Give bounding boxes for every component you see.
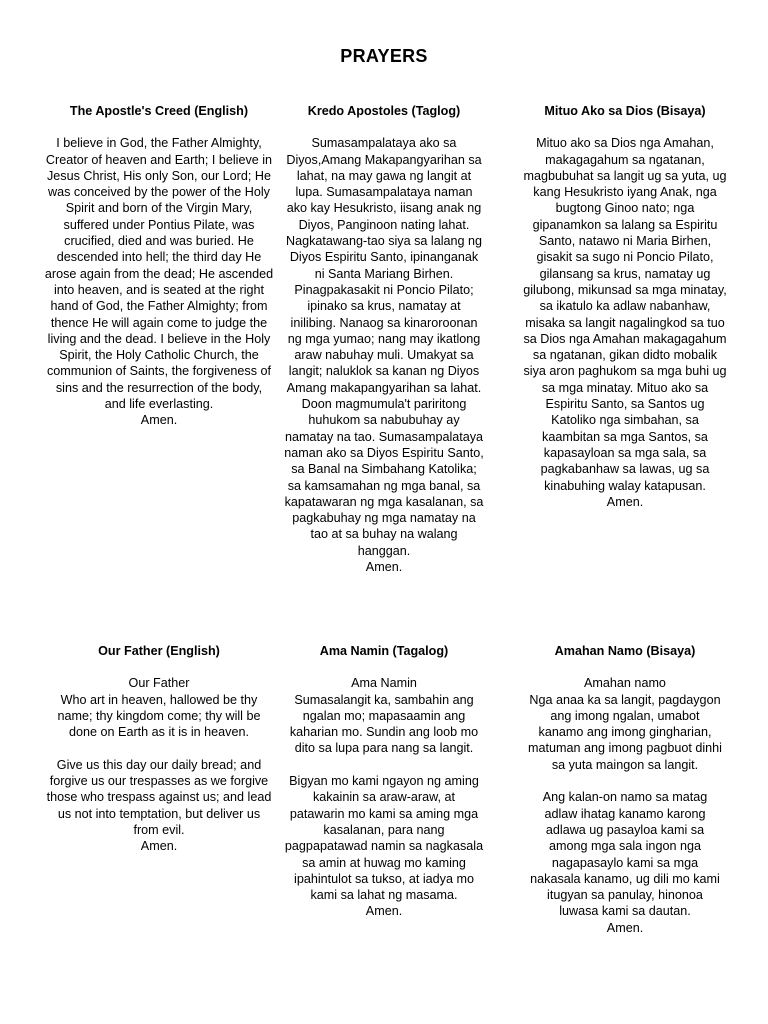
prayer-text bbox=[44, 135, 274, 428]
prayer-paragraph: Mituo ako sa Dios nga Amahan, makagagahum sa ngatanan, magbubuhat sa langit ug sa yuta, ug kang Hesukristo iyang Anak, nga bugtong Ginoo nato; nga gipanamkon sa lalang sa Espiritu Santo, natawo ni Maria Birhen, gisakit sa sugo ni Poncio Pilato, gilansang sa krus, namatay ug gilubong, mikunsad sa mga minatay, sa ikatulo ka adlaw nabanhaw, misaka sa langit nagalingkod sa tuo sa Dios nga Amahan makagagahum sa ngatanan, gikan didto mobalik siya aron paghukom sa mga buhi ug sa mga minatay. Mituo ako sa Espiritu Santo, sa Santos ug Katoliko nga simbahan, sa kaambitan sa mga Santos, sa kapasayloan sa mga sala, sa pagkabanhaw sa lawas, ug sa kinabuhing walay katapusan. bbox=[523, 136, 727, 493]
prayer-text bbox=[527, 675, 723, 936]
our-father-english-section bbox=[44, 643, 274, 855]
prayer-paragraph: Nga anaa ka sa langit, pagdaygon ang imong ngalan, umabot kanamo ang imong gingharian, matuman ang imong pagbuot dinhi sa yuta maingon sa langit. bbox=[528, 692, 722, 772]
prayer-line: Ama Namin bbox=[351, 676, 417, 691]
prayer-text bbox=[44, 675, 274, 854]
amen-line: Amen. bbox=[606, 920, 644, 935]
amen-line: Amen. bbox=[365, 560, 403, 575]
prayer-paragraph: Give us this day our daily bread; and forgive us our trespasses as we forgive those who trespass against us; and lead us not into temptation, but deliver us from evil. bbox=[46, 757, 272, 837]
prayer-line: Amahan namo bbox=[584, 676, 666, 691]
ama-namin-tagalog-section bbox=[284, 643, 484, 920]
prayer-paragraph: Sumasalangit ka, sambahin ang ngalan mo; mapasaamin ang kaharian mo. Sundin ang loob mo dito sa lupa para nang sa langit. bbox=[289, 692, 479, 756]
prayer-paragraph: Who art in heaven, hallowed be thy name; thy kingdom come; thy will be done on Earth as it is in heaven. bbox=[57, 692, 261, 740]
prayer-text bbox=[284, 675, 484, 919]
section-heading: The Apostle's Creed (English) bbox=[69, 104, 249, 118]
section-heading: Amahan Namo (Bisaya) bbox=[554, 644, 696, 658]
amen-line: Amen. bbox=[606, 494, 644, 509]
prayer-paragraph: Bigyan mo kami ngayon ng aming kakainin sa araw-araw, at patawarin mo kami sa aming mga kasalanan, para nang pagpapatawad namin sa nagkasala sa amin at huwag mo kaming ipahintulot sa tukso, at iadya mo kami sa lahat ng masama. bbox=[284, 774, 484, 903]
creed-tagalog-section bbox=[284, 103, 484, 575]
section-heading: Our Father (English) bbox=[98, 644, 220, 658]
amen-line: Amen. bbox=[140, 413, 178, 428]
prayer-text bbox=[522, 135, 728, 510]
prayer-paragraph: I believe in God, the Father Almighty, Creator of heaven and Earth; I believe in Jesus Christ, His only Son, our Lord; He was conceived by the power of the Holy Spirit and born of the Virgin Mary, suffered under Pontius Pilate, was crucified, died and was buried. He descended into hell; the third day He arose again from the dead; He ascended into heaven, and is seated at the right hand of God, the Father Almighty; from thence He will again come to judge the living and the dead. I believe in the Holy Spirit, the Holy Catholic Church, the communion of Saints, the forgiveness of sins and the resurrection of the body, and life everlasting. bbox=[44, 136, 274, 412]
prayer-text bbox=[284, 135, 484, 575]
amahan-namo-bisaya-section bbox=[527, 643, 723, 936]
prayer-line: Our Father bbox=[128, 676, 190, 691]
section-heading: Ama Namin (Tagalog) bbox=[319, 644, 449, 658]
section-heading: Mituo Ako sa Dios (Bisaya) bbox=[544, 104, 706, 118]
creed-bisaya-section bbox=[522, 103, 728, 510]
amen-line: Amen. bbox=[140, 839, 178, 854]
section-heading: Kredo Apostoles (Taglog) bbox=[307, 104, 461, 118]
prayer-paragraph: Sumasampalataya ako sa Diyos,Amang Makapangyarihan sa lahat, na may gawa ng langit at lupa. Sumasampalataya naman ako kay Hesukristo, iisang anak ng Diyos, Panginoon nating lahat. Nagkatawang-tao siya sa lalang ng Diyos Espiritu Santo, ipinanganak ni Santa Mariang Birhen. Pinagpakasakit ni Poncio Pilato; ipinako sa krus, namatay at inilibing. Nanaog sa kinaroroonan ng mga yumao; nang may ikatlong araw nabuhay muli. Umakyat sa langit; naluklok sa kanan ng Diyos Amang makapangyarihan sa lahat. Doon magmumula't pariritong huhukom sa nabubuhay ay namatay na tao. Sumasampalataya naman ako sa Diyos Espiritu Santo, sa Banal na Simbahang Katolika; sa kamsamahan ng mga banal, sa kapatawaran ng mga kasalanan, sa pagkabuhay ng mga namatay na tao at sa buhay na walang hanggan. bbox=[284, 136, 484, 558]
creed-english-section bbox=[44, 103, 274, 429]
page-title: PRAYERS bbox=[340, 46, 428, 66]
prayer-paragraph: Ang kalan-on namo sa matag adlaw ihatag kanamo karong adlawa ug pasayloa kami sa among mga sala ingon nga nagapasaylo kami sa mga nakasala kanamo, ug dili mo kami itugyan sa panulay, hinonoa luwasa kami sa dautan. bbox=[530, 790, 720, 919]
amen-line: Amen. bbox=[365, 904, 403, 919]
